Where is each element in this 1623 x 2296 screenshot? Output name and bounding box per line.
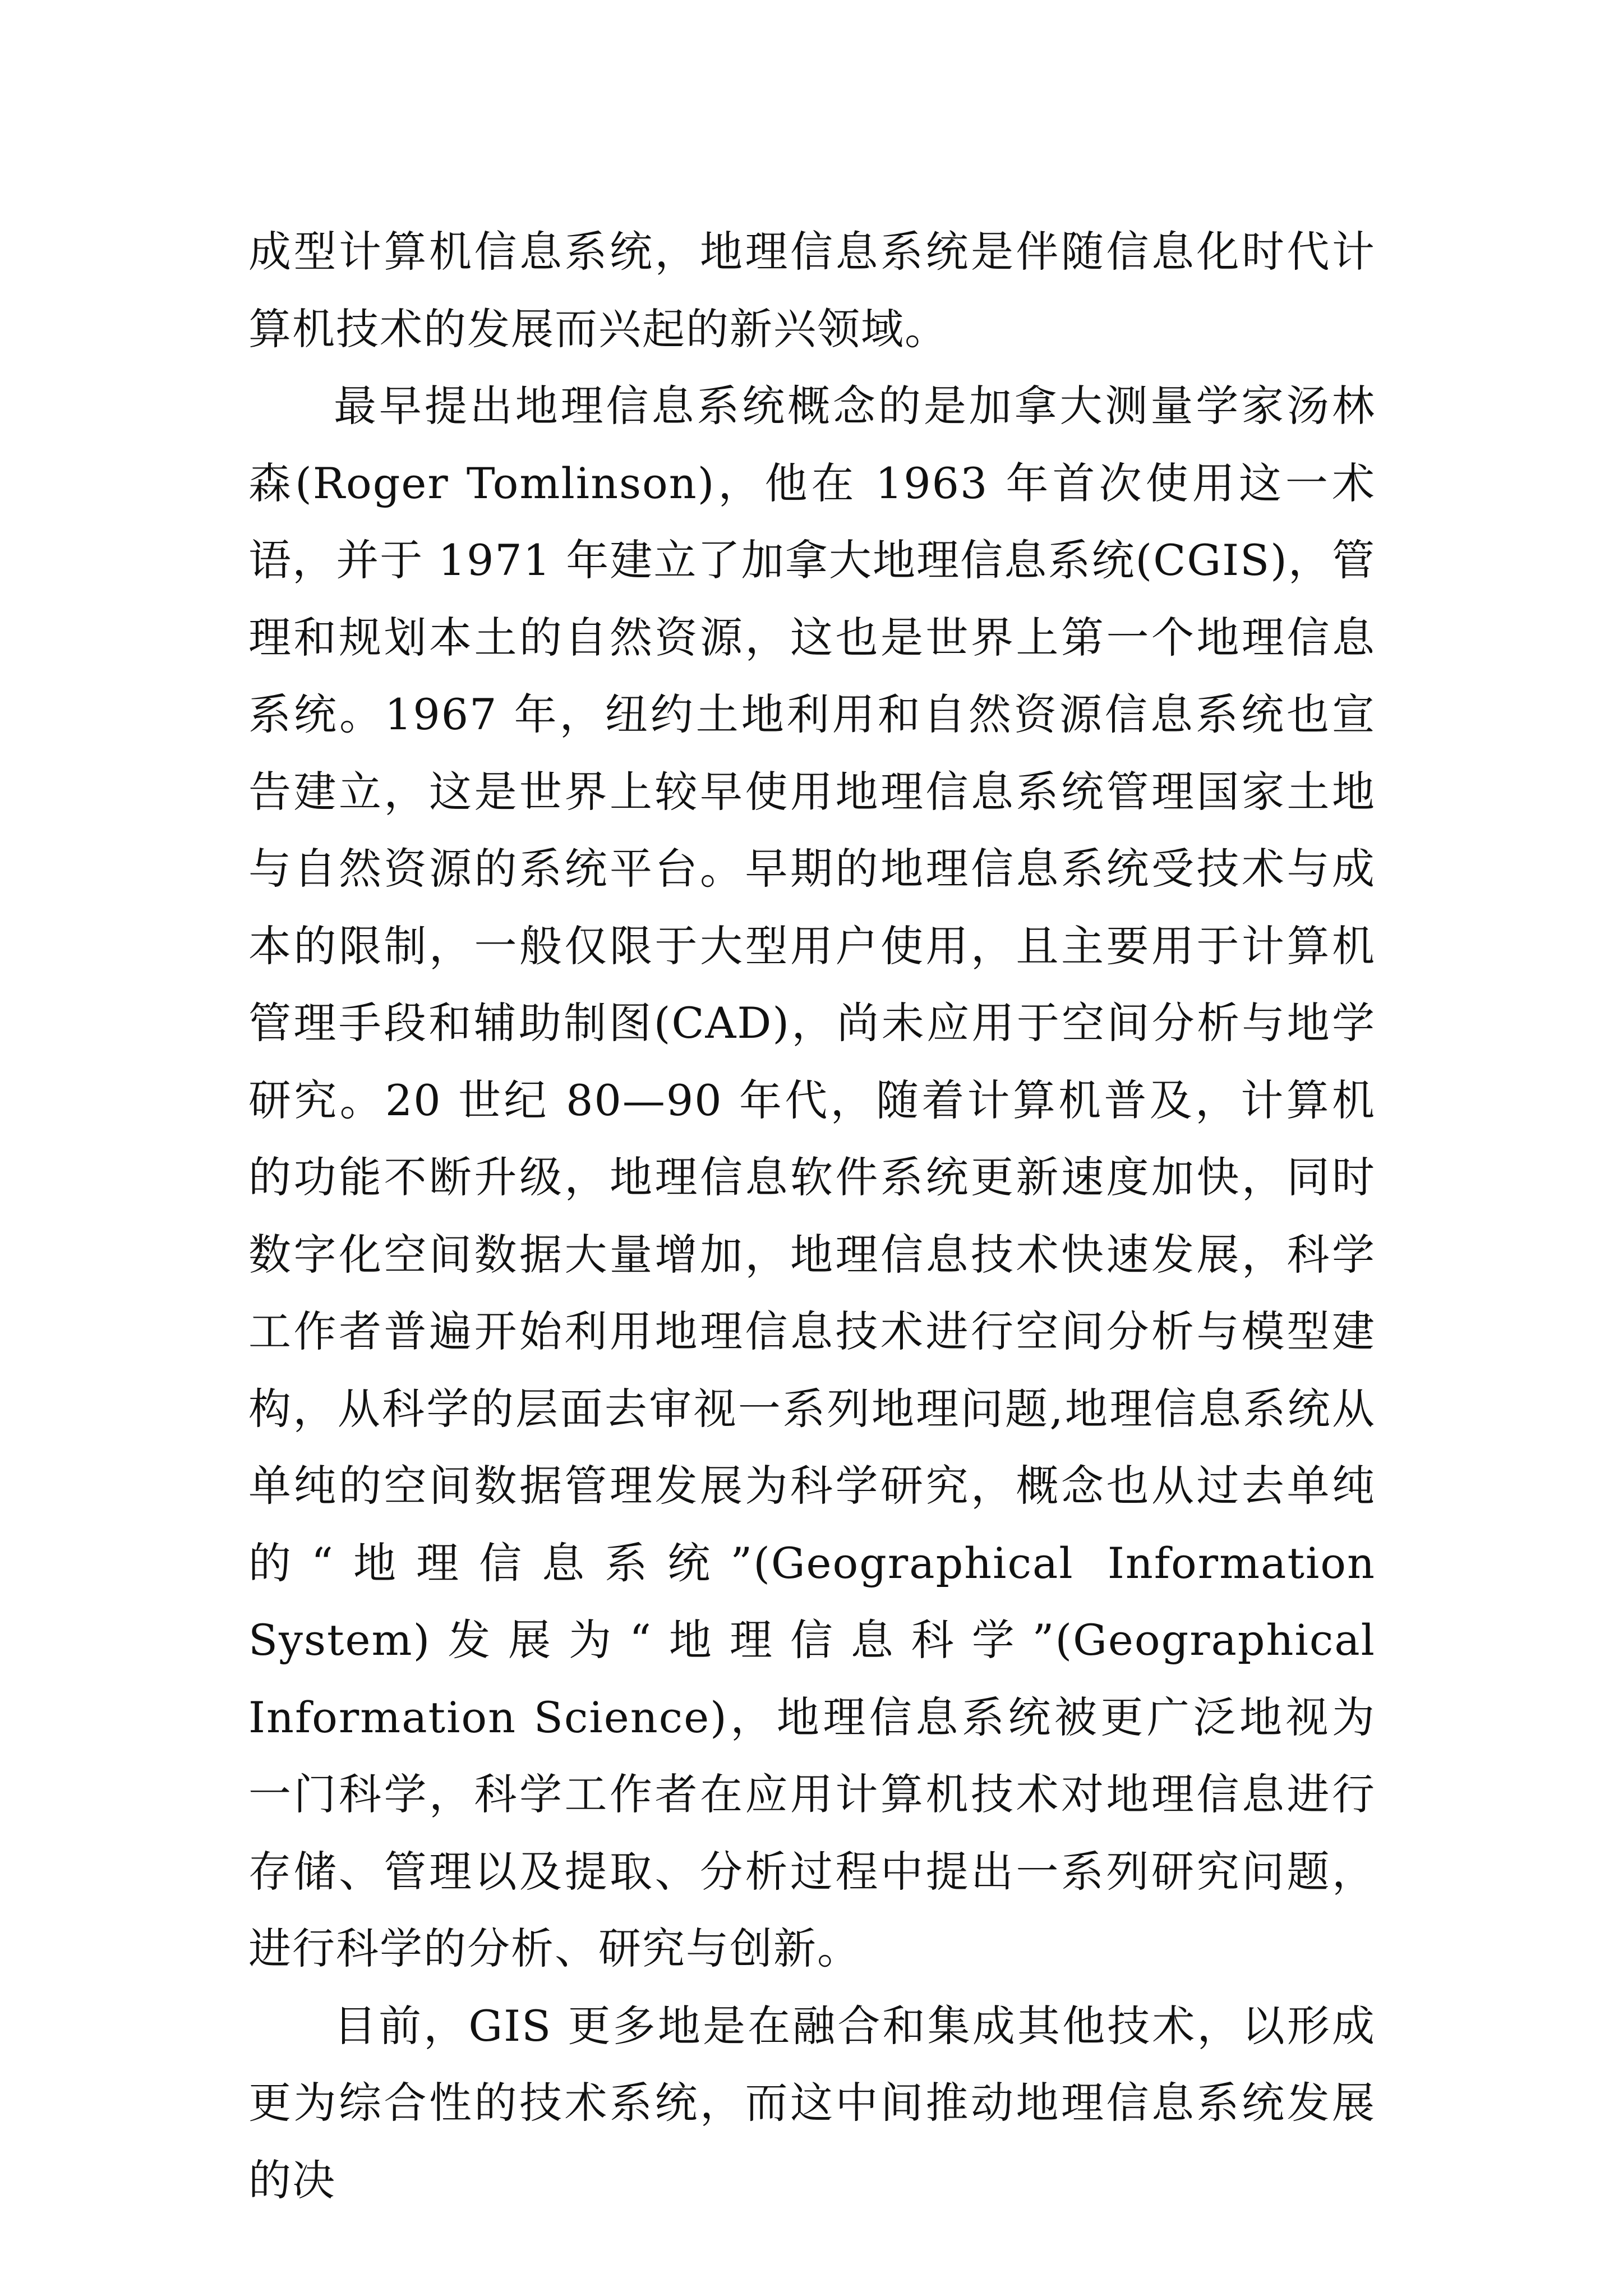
paragraph-2: 最早提出地理信息系统概念的是加拿大测量学家汤林森(Roger Tomlinson)，他在 1963 年首次使用这一术语，并于 1971 年建立了加拿大地理信息系统(CGIS)，管理和规划本土的自然资源，这也是世界上第一个地理信息系统。1967 年，纽约土地利用和自然资源信息系统也宣告建立，这是世界上较早使用地理信息系统管理国家土地与自然资源的系统平台。早期的地理信息系统受技术与成本的限制，一般仅限于大型用户使用，且主要用于计算机管理手段和辅助制图(CAD)，尚未应用于空间分析与地学研究。20 世纪 80—90 年代，随着计算机普及，计算机的功能不断升级，地理信息软件系统更新速度加快，同时数字化空间数据大量增加，地理信息技术快速发展，科学工作者普遍开始利用地理信息技术进行空间分析与模型建构，从科学的层面去审视一系列地理问题,地理信息系统从单纯的空间数据管理发展为科学研究，概念也从过去单纯的“地理信息系统”(Geographical Information System)发展为“地理信息科学”(Geographical Information Science)，地理信息系统被更广泛地视为一门科学，科学工作者在应用计算机技术对地理信息进行存储、管理以及提取、分析过程中提出一系列研究问题，进行科学的分析、研究与创新。	[248, 381, 1376, 1973]
paragraph-1: 成型计算机信息系统，地理信息系统是伴随信息化时代计算机技术的发展而兴起的新兴领域。	[248, 227, 1376, 354]
paragraph-3: 目前，GIS 更多地是在融合和集成其他技术，以形成更为综合性的技术系统，而这中间推动地理信息系统发展的决	[248, 2000, 1376, 2205]
body-text	[248, 213, 1376, 2219]
